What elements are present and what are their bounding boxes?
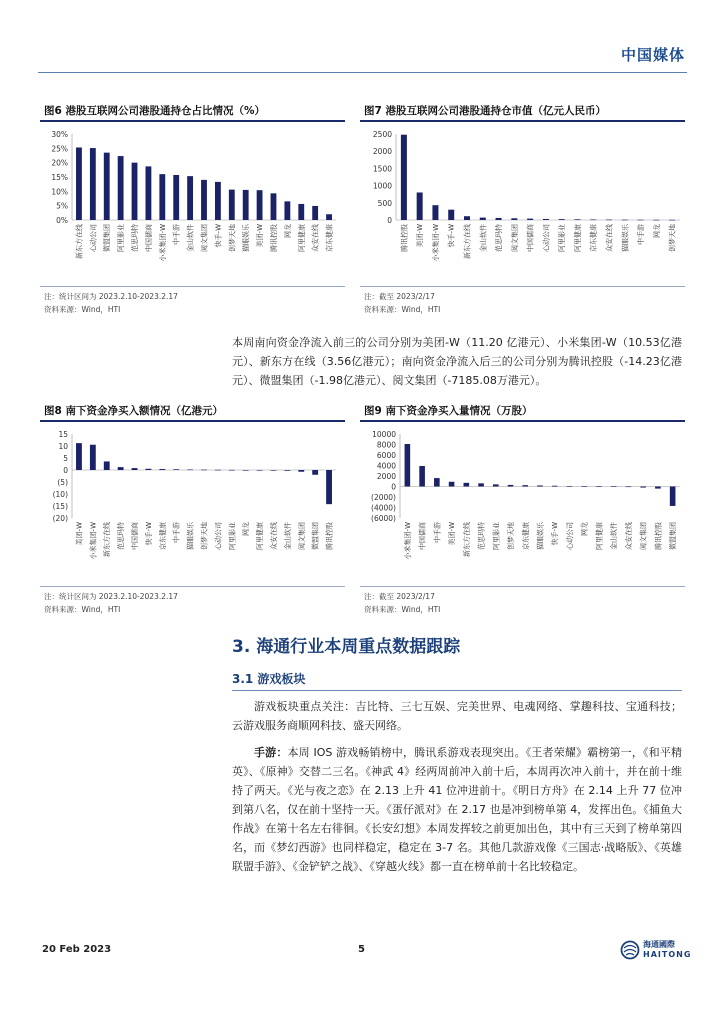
fig8-category-label: 小米集团-W xyxy=(89,522,98,560)
fig7-ytick-label: 1500 xyxy=(372,164,392,174)
fig8-ytick-label: (15) xyxy=(52,502,68,511)
fig7-category-label: 小米集团-W xyxy=(431,224,440,262)
section-3-1-rule xyxy=(232,690,682,691)
fig7-bar xyxy=(653,220,659,221)
fig8-ytick-label: (5) xyxy=(57,478,68,487)
fig8-category-label: 阅文集团 xyxy=(297,522,306,550)
fig7-title: 图7 港股互联网公司港股通持仓市值（亿元人民币） xyxy=(364,105,606,117)
fig8-chart xyxy=(40,424,345,584)
fig7-ytick-label: 500 xyxy=(377,198,392,208)
fig9-category-label: 中国儒商 xyxy=(418,522,427,550)
fig8-category-label: 阿里健康 xyxy=(256,522,265,550)
fig8-bar xyxy=(76,443,82,470)
fig6-bar xyxy=(229,190,235,220)
fig9-note: 注：截至 2023/2/17 xyxy=(364,592,435,601)
fig9-source: 资料来源：Wind，HTI xyxy=(364,605,441,614)
fig7-bar xyxy=(574,219,580,220)
fig9-category-label: 网龙 xyxy=(580,522,589,536)
fig7-category-label: 美团-W xyxy=(416,224,425,248)
fig9-ytick-label: (6000) xyxy=(371,514,396,523)
fig9-category-label: 京东健康 xyxy=(521,522,530,550)
fig6-bar xyxy=(146,166,152,220)
fig7-bar xyxy=(543,219,549,220)
fig6-bar xyxy=(243,190,249,220)
section-3-1-heading: 3.1 游戏板块 xyxy=(232,672,306,686)
fig6-ytick-label: 15% xyxy=(51,173,68,182)
fig9-category-label: 新东方在线 xyxy=(462,522,471,557)
fig9-category-label: 阅文集团 xyxy=(639,522,648,550)
fig8-category-label: 新东方在线 xyxy=(103,522,112,557)
fig9-bar xyxy=(419,466,425,486)
fig9-bar xyxy=(434,478,440,486)
fig9-ytick-label: 6000 xyxy=(376,451,396,460)
fig9-ytick-label: (4000) xyxy=(371,503,396,513)
fig8-category-label: 京东健康 xyxy=(158,522,167,550)
fig7-source: 资料来源：Wind，HTI xyxy=(364,305,441,314)
fig7-category-label: 新东方在线 xyxy=(463,224,472,259)
fig6-category-label: 创梦天地 xyxy=(228,224,237,252)
fig9-bar xyxy=(552,486,558,487)
fig9-bar xyxy=(537,485,543,486)
fig6-bar xyxy=(298,204,304,220)
fig8-ytick-label: (10) xyxy=(52,490,68,499)
fig6-bottom-rule xyxy=(40,286,345,287)
fig9-category-label: 小米集团-W xyxy=(403,522,412,560)
fig9-bar xyxy=(567,486,573,487)
fig8-category-label: 众安在线 xyxy=(269,522,278,550)
fig6-ytick-label: 30% xyxy=(51,130,68,139)
fig6-ytick-label: 0% xyxy=(56,216,68,225)
fig9-category-label: 微盟集团 xyxy=(669,522,678,550)
fig9-bar xyxy=(449,482,455,487)
fig6-note: 注：统计区间为 2023.2.10-2023.2.17 xyxy=(44,292,178,301)
fig7-category-label: 阿里影业 xyxy=(558,224,567,252)
fig9-title: 图9 南下资金净买入量情况（万股） xyxy=(364,405,533,417)
fig8-bar xyxy=(284,470,290,471)
fig8-ytick-label: 10 xyxy=(58,442,68,451)
fig9-bar xyxy=(596,486,602,487)
fig9-category-label: 猫眼娱乐 xyxy=(536,522,545,550)
fig8-title-rule xyxy=(40,420,345,422)
fig7-bar xyxy=(432,205,438,220)
mobile-games-text: 本周 IOS 游戏畅销榜中，腾讯系游戏表现突出。《王者荣耀》霸榜第一，《和平精英》、《原神》交替二三名。《神武 4》经两周前冲入前十后，本周再次冲入前十，并在前十维持了两天。《光与夜之恋》在 2.13 上升 41 位冲进前十。《明日方舟》在 2.14 上升 77 位冲到第八名，仅在前十坚持一天。《蛋仔派对》在 2.17 也是冲到榜单第 4，发挥出色。《捕鱼大作战》在第十名左右徘徊。《长安幻想》本周发挥较之前更加出色，其中有三天到了榜单第四名，而《梦幻西游》也同样稳定，稳定在 3-7 名。其他几款游戏像《三国志·战略版》、《英雄联盟手游》、《金铲铲之战》、《穿越火线》都一直在榜单前十名比较稳定。 xyxy=(232,746,682,873)
fig6-category-label: 网龙 xyxy=(283,224,292,238)
fig7-category-label: 中手游 xyxy=(637,224,646,245)
fig6-category-label: 京东健康 xyxy=(325,224,334,252)
fig6-title: 图6 港股互联网公司港股通持仓占比情况（%） xyxy=(44,105,265,117)
fig6-category-label: 阿里健康 xyxy=(297,224,306,252)
page-number: 5 xyxy=(358,944,365,955)
fig8-category-label: 微盟集团 xyxy=(311,522,320,550)
southbound-summary-paragraph: 本周南向资金净流入前三的公司分别为美团-W（11.20 亿港元）、小米集团-W（10.53亿港元）、新东方在线（3.56亿港元）；南向资金净流入后三的公司分别为腾讯控股（-14.23亿港元）、微盟集团（-1.98亿港元）、阅文集团（-7185.08万港元）。 xyxy=(232,336,682,387)
fig9-chart xyxy=(360,424,685,584)
fig7-bottom-rule xyxy=(360,286,685,287)
fig8-bar xyxy=(243,470,249,471)
fig7-bar xyxy=(480,218,486,220)
fig7-ytick-label: 2000 xyxy=(372,147,392,157)
fig7-category-label: 京东健康 xyxy=(589,224,598,252)
fig6-bar xyxy=(104,153,110,220)
fig9-bar xyxy=(581,486,587,487)
fig9-category-label: 创梦天地 xyxy=(507,522,516,550)
fig6-title-rule xyxy=(40,120,345,122)
fig8-category-label: 阿里影业 xyxy=(228,522,237,550)
fig9-category-label: 阿里健康 xyxy=(595,522,604,550)
fig7-bar xyxy=(464,216,470,220)
fig6-bar xyxy=(118,156,124,220)
fig7-bar xyxy=(417,192,423,220)
fig9-ytick-label: 10000 xyxy=(372,430,396,439)
fig8-category-label: 范思玛特 xyxy=(117,522,126,550)
fig7-category-label: 范思玛特 xyxy=(495,224,504,252)
fig8-bottom-rule xyxy=(40,586,345,587)
section-3-heading: 3. 海通行业本周重点数据跟踪 xyxy=(232,637,461,657)
fig8-source: 资料来源：Wind，HTI xyxy=(44,605,121,614)
fig6-category-label: 新东方在线 xyxy=(75,224,84,259)
fig7-ytick-label: 0 xyxy=(387,216,392,225)
fig7-category-label: 猫眼娱乐 xyxy=(621,224,630,252)
fig8-category-label: 网龙 xyxy=(242,522,251,536)
fig7-category-label: 中国儒商 xyxy=(526,224,535,252)
fig8-bar xyxy=(159,469,165,470)
fig6-category-label: 阿里影业 xyxy=(117,224,126,252)
fig9-category-label: 众安在线 xyxy=(624,522,633,550)
fig7-bar xyxy=(527,219,533,220)
fig7-bar xyxy=(622,220,628,221)
haitong-logo-icon xyxy=(620,940,640,960)
fig6-category-label: 阅文集团 xyxy=(200,224,209,252)
fig8-ytick-label: 0 xyxy=(63,466,68,475)
fig9-ytick-label: 8000 xyxy=(376,440,396,450)
fig8-bar xyxy=(271,470,277,471)
logo-text-en: HAITONG xyxy=(643,950,692,959)
fig7-bar xyxy=(496,218,502,220)
fig8-bar xyxy=(298,470,304,472)
fig8-category-label: 中国儒商 xyxy=(131,522,140,550)
fig6-category-label: 微盟集团 xyxy=(103,224,112,252)
fig7-bar xyxy=(448,210,454,220)
fig6-category-label: 金山软件 xyxy=(186,224,195,252)
fig8-bar xyxy=(132,468,138,470)
fig9-title-rule xyxy=(360,420,685,422)
fig6-category-label: 腾讯控股 xyxy=(269,224,278,252)
fig8-bar xyxy=(326,470,332,504)
fig6-bar xyxy=(173,175,179,220)
fig6-chart xyxy=(40,124,345,284)
footer-date: 20 Feb 2023 xyxy=(42,944,112,955)
fig6-bar xyxy=(90,148,96,220)
fig6-bar xyxy=(215,182,221,220)
fig9-bar xyxy=(640,487,646,488)
fig8-category-label: 创梦天地 xyxy=(200,522,209,550)
fig6-category-label: 范思玛特 xyxy=(131,224,140,252)
fig8-bar xyxy=(90,445,96,470)
fig7-bar xyxy=(590,219,596,220)
fig8-category-label: 腾讯控股 xyxy=(325,522,334,550)
fig9-bar xyxy=(626,487,632,488)
fig7-bar xyxy=(559,219,565,220)
fig6-bar xyxy=(257,190,263,220)
fig8-category-label: 中手游 xyxy=(172,522,181,543)
fig6-bar xyxy=(132,163,138,220)
header-divider xyxy=(38,72,687,73)
fig6-category-label: 美团-W xyxy=(256,224,265,248)
fig9-bar xyxy=(522,485,528,486)
fig6-bar xyxy=(312,206,318,220)
fig9-bar xyxy=(670,487,676,506)
fig9-ytick-label: 2000 xyxy=(376,472,396,481)
fig8-category-label: 美团-W xyxy=(75,522,84,546)
fig6-bar xyxy=(271,193,277,220)
fig8-bar xyxy=(257,470,263,471)
fig8-bar xyxy=(187,470,193,471)
fig9-bar xyxy=(611,486,617,487)
fig7-category-label: 快手-W xyxy=(447,224,456,248)
fig8-title: 图8 南下资金净买入额情况（亿港元） xyxy=(44,405,223,417)
mobile-games-paragraph xyxy=(232,743,682,876)
fig6-category-label: 快手-W xyxy=(214,224,223,248)
fig7-bar xyxy=(606,220,612,221)
mobile-games-label: 手游： xyxy=(254,746,288,759)
fig7-category-label: 阅文集团 xyxy=(510,224,519,252)
fig8-bar xyxy=(312,470,318,475)
fig9-bar xyxy=(508,485,514,487)
fig8-bar xyxy=(215,470,221,471)
brand-title: 中国媒体 xyxy=(620,46,685,64)
fig9-bar xyxy=(478,483,484,486)
fig7-bar xyxy=(638,220,644,221)
fig9-category-label: 快手-W xyxy=(551,522,560,546)
fig8-bar xyxy=(229,470,235,471)
fig8-category-label: 猫眼娱乐 xyxy=(186,522,195,550)
fig7-category-label: 众安在线 xyxy=(605,224,614,252)
fig8-category-label: 金山软件 xyxy=(283,522,292,550)
fig8-bar xyxy=(104,461,110,470)
fig8-ytick-label: 5 xyxy=(63,454,68,463)
fig8-bar xyxy=(173,469,179,470)
fig9-category-label: 心动公司 xyxy=(565,522,574,550)
fig6-source: 资料来源：Wind，HTI xyxy=(44,305,121,314)
fig9-category-label: 腾讯控股 xyxy=(654,522,663,550)
fig6-category-label: 猫眼娱乐 xyxy=(242,224,251,252)
fig8-ytick-label: 15 xyxy=(58,430,68,439)
fig6-bar xyxy=(159,174,165,220)
fig9-bar xyxy=(655,487,661,489)
fig9-category-label: 金山软件 xyxy=(610,522,619,550)
logo-text-cn: 海通國際 xyxy=(643,940,675,949)
fig9-category-label: 阿里影业 xyxy=(492,522,501,550)
fig8-bar xyxy=(118,467,124,470)
fig7-bar xyxy=(669,220,675,221)
fig9-category-label: 中手游 xyxy=(433,522,442,543)
fig7-category-label: 创梦天地 xyxy=(668,224,677,252)
fig7-chart xyxy=(360,124,685,284)
fig7-bar xyxy=(401,135,407,220)
fig6-category-label: 众安在线 xyxy=(311,224,320,252)
fig8-note: 注：统计区间为 2023.2.10-2023.2.17 xyxy=(44,592,178,601)
game-focus-paragraph: 游戏板块重点关注：吉比特、三七互娱、完美世界、电魂网络、掌趣科技、宝通科技；云游戏服务商顺网科技、盛天网络。 xyxy=(232,700,682,732)
fig6-bar xyxy=(284,201,290,220)
fig9-bar xyxy=(405,444,411,487)
fig8-category-label: 快手-W xyxy=(144,522,153,546)
fig6-ytick-label: 25% xyxy=(51,144,68,154)
fig9-bar xyxy=(464,483,470,487)
fig7-ytick-label: 1000 xyxy=(372,181,392,191)
fig9-bar xyxy=(493,484,499,486)
fig7-category-label: 网龙 xyxy=(652,224,661,238)
fig7-category-label: 阿里健康 xyxy=(573,224,582,252)
fig7-category-label: 金山软件 xyxy=(479,224,488,252)
fig7-category-label: 心动公司 xyxy=(542,224,551,252)
fig9-ytick-label: 0 xyxy=(391,482,396,492)
fig8-bar xyxy=(146,469,152,470)
fig8-bar xyxy=(201,470,207,471)
fig7-title-rule xyxy=(360,120,685,122)
fig7-ytick-label: 2500 xyxy=(372,130,392,139)
fig6-bar xyxy=(201,180,207,220)
fig8-category-label: 心动公司 xyxy=(214,522,223,550)
fig6-bar xyxy=(76,147,82,220)
fig6-bar xyxy=(187,176,193,220)
fig7-category-label: 腾讯控股 xyxy=(400,224,409,252)
fig6-ytick-label: 10% xyxy=(51,187,68,197)
fig9-category-label: 美团-W xyxy=(448,522,457,546)
fig6-category-label: 中手游 xyxy=(172,224,181,245)
fig6-category-label: 中国儒商 xyxy=(144,224,153,252)
fig6-category-label: 心动公司 xyxy=(89,224,98,252)
fig7-note: 注：截至 2023/2/17 xyxy=(364,292,435,301)
fig9-ytick-label: (2000) xyxy=(371,493,396,502)
fig7-bar xyxy=(511,218,517,220)
fig9-category-label: 范思玛特 xyxy=(477,522,486,550)
fig6-ytick-label: 20% xyxy=(51,158,68,168)
fig6-bar xyxy=(326,214,332,220)
fig6-ytick-label: 5% xyxy=(56,201,68,211)
fig6-category-label: 小米集团-W xyxy=(158,224,167,262)
fig9-ytick-label: 4000 xyxy=(376,461,396,471)
haitong-logo xyxy=(620,938,690,964)
fig8-ytick-label: (20) xyxy=(52,514,68,523)
fig9-bottom-rule xyxy=(360,586,685,587)
